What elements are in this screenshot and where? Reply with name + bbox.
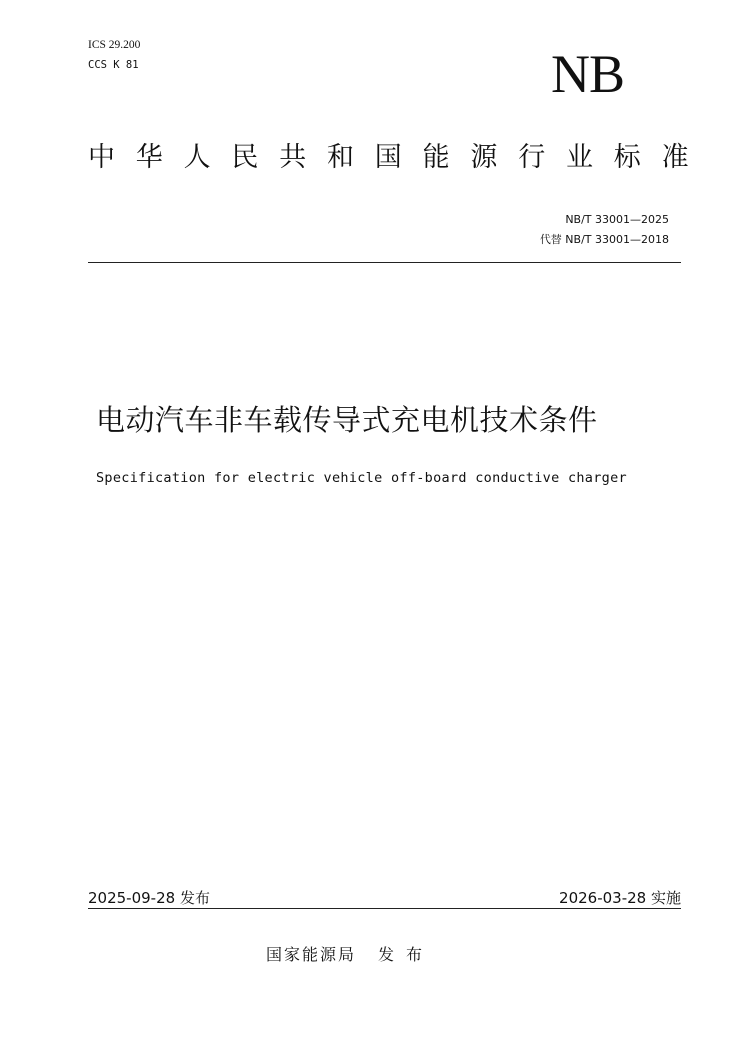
issuer-name: 国家能源局 <box>266 945 357 964</box>
document-title-zh: 电动汽车非车载传导式充电机技术条件 <box>96 403 598 437</box>
standard-type-heading: 中华人民共和国能源行业标准 <box>88 142 710 173</box>
bottom-divider <box>88 908 681 909</box>
issuer-action: 发布 <box>378 945 435 964</box>
document-title-en: Specification for electric vehicle off-board conductive charger <box>96 470 627 486</box>
nb-logo: NB <box>551 44 625 104</box>
standard-code: NB/T 33001—2025 <box>565 213 669 226</box>
issue-date: 2025-09-28 发布 <box>88 889 210 907</box>
replaces-code: 代替 NB/T 33001—2018 <box>539 233 669 246</box>
issuer-line <box>266 944 434 966</box>
ics-code: ICS 29.200 <box>88 39 141 51</box>
ccs-code: CCS K 81 <box>88 59 139 71</box>
top-divider <box>88 262 681 263</box>
implementation-date: 2026-03-28 实施 <box>559 889 681 907</box>
